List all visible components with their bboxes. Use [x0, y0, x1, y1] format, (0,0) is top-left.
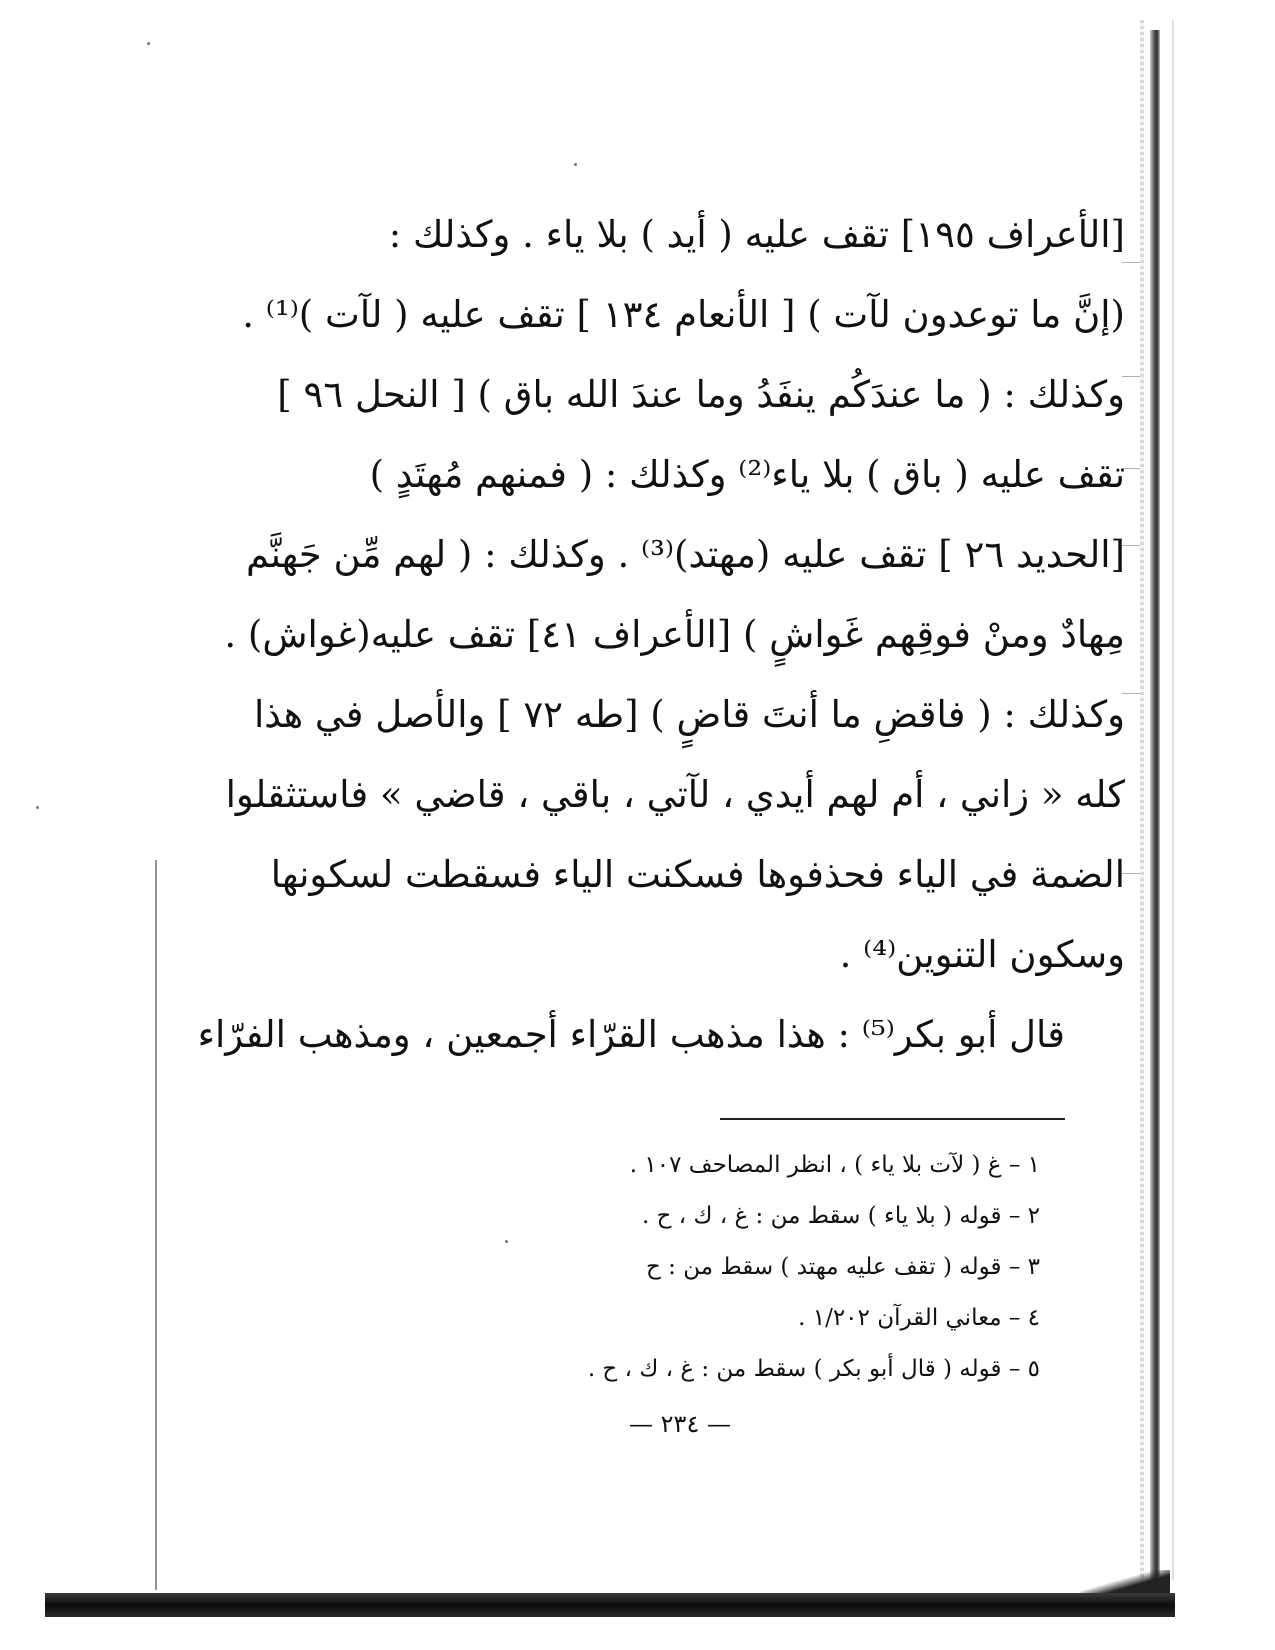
footnote: ١ – غ ( لآت بلا ياء ) ، انظر المصاحف ١٠٧ . [629, 1152, 1040, 1178]
footnote: ٤ – معاني القرآن ١/٢٠٢ . [798, 1305, 1040, 1331]
bottom-dark-band [45, 1593, 1175, 1617]
main-text-block [197, 195, 1125, 1075]
page-number: — ٢٣٤ — [629, 1410, 731, 1438]
text-line: (إنَّ ما توعدون لآت ) [ الأنعام ١٣٤ ] تقف عليه ( لآت )⁽¹⁾ . [242, 293, 1125, 336]
text-line: [الحديد ٢٦ ] تقف عليه (مهتد)⁽³⁾ . وكذلك : ( لهم مِّن جَهنَّم [245, 533, 1125, 576]
footnote: ٣ – قوله ( تقف عليه مهتد ) سقط من : ح [646, 1254, 1040, 1280]
footnote: ٢ – قوله ( بلا ياء ) سقط من : غ ، ك ، ح . [641, 1203, 1040, 1229]
text-line: وكذلك : ( فاقضِ ما أنتَ قاضٍ ) [طه ٧٢ ] والأصل في هذا [253, 693, 1125, 736]
scan-speck [147, 42, 150, 45]
text-line: تقف عليه ( باق ) بلا ياء⁽²⁾ وكذلك : ( فمنهم مُهتَدٍ ) [369, 453, 1125, 496]
text-line: مِهادٌ ومنْ فوقِهم غَواشٍ ) [الأعراف ٤١] تقف عليه(غواش) . [224, 613, 1125, 656]
scan-speck [574, 163, 577, 166]
left-margin-line [155, 860, 157, 1590]
text-line: وكذلك : ( ما عندَكُم ينفَدُ وما عندَ الله باق ) [ النحل ٩٦ ] [277, 373, 1125, 416]
text-line: قال أبو بكر⁽⁵⁾ : هذا مذهب القرّاء أجمعين ، ومذهب الفرّاء [197, 1013, 1065, 1056]
text-line: كله « زاني ، أم لهم أيدي ، لآتي ، باقي ، قاضي » فاستثقلوا [225, 773, 1125, 816]
binding-edge-right [1172, 20, 1174, 1580]
binding-edge-light [1140, 20, 1144, 1580]
footnote: ٥ – قوله ( قال أبو بكر ) سقط من : غ ، ك ، ح . [587, 1356, 1040, 1382]
text-line: وسكون التنوين⁽⁴⁾ . [839, 933, 1125, 976]
text-line: الضمة في الياء فحذفوها فسكنت الياء فسقطت لسكونها [270, 853, 1125, 896]
text-line: [الأعراف ١٩٥] تقف عليه ( أيد ) بلا ياء . وكذلك : [388, 213, 1125, 256]
scan-speck [36, 806, 39, 809]
footnotes-block [400, 1140, 1040, 1395]
binding-edge [1150, 30, 1160, 1580]
footnote-separator [720, 1118, 1065, 1120]
